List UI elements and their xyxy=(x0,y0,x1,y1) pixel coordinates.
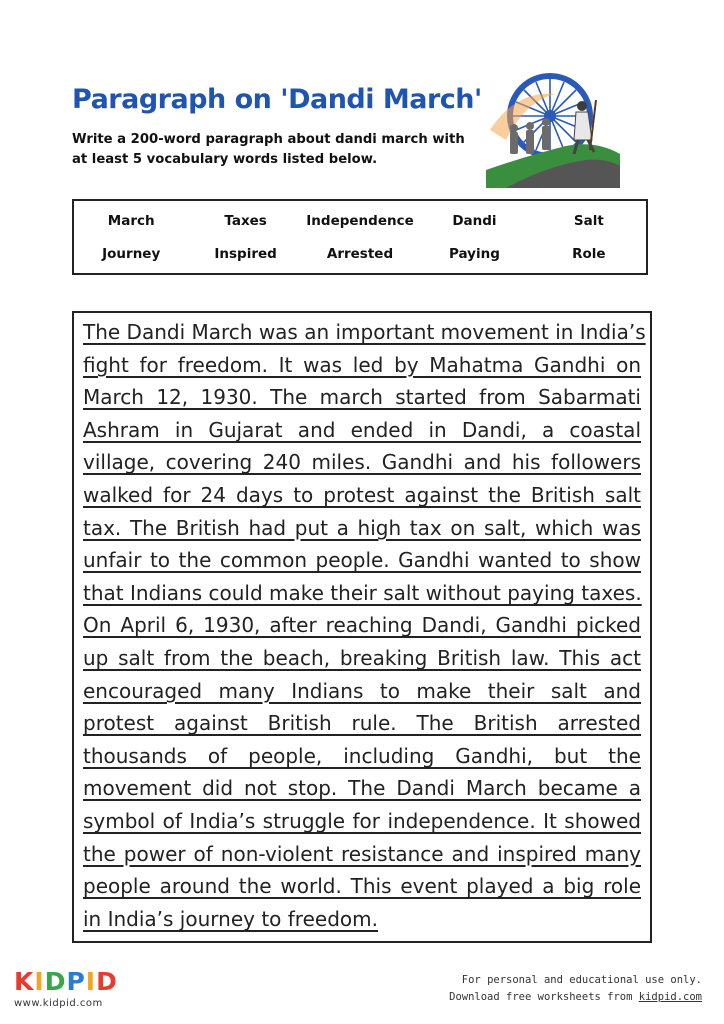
footer-note xyxy=(449,972,702,1006)
vocab-word: Journey xyxy=(102,246,161,262)
footer-link[interactable]: kidpid.com xyxy=(638,991,702,1003)
paragraph-line: encouraged many Indians to make their salt and xyxy=(83,678,641,703)
vocab-word: Inspired xyxy=(214,246,277,262)
vocabulary-row xyxy=(74,213,646,229)
paragraph-line: The Dandi March was an important movement in India’s xyxy=(83,320,646,344)
logo-letter: K xyxy=(14,967,35,996)
footer-line: For personal and educational use only. xyxy=(461,974,702,986)
paragraph-line: thousands of people, including Gandhi, but the xyxy=(83,743,641,768)
paragraph-line: protest against British rule. The British arrested xyxy=(83,711,641,736)
paragraph-line: movement did not stop. The Dandi March became a xyxy=(83,776,641,801)
paragraph-line: unfair to the common people. Gandhi wanted to show xyxy=(83,548,641,573)
logo-letter: I xyxy=(85,967,97,996)
paragraph-box xyxy=(72,311,652,943)
paragraph-line: tax. The British had put a high tax on salt, which was xyxy=(83,515,641,540)
paragraph-line: symbol of India’s struggle for independence. It showed xyxy=(83,809,641,833)
vocab-word: Paying xyxy=(448,246,500,262)
logo-url: www.kidpid.com xyxy=(14,998,103,1009)
vocabulary-row xyxy=(74,246,646,262)
instructions: Write a 200-word paragraph about dandi march with at least 5 vocabulary words listed below. xyxy=(72,132,465,167)
logo-letter: D xyxy=(44,967,67,996)
paragraph-line: people around the world. This event played a big role xyxy=(83,874,641,899)
vocab-word: Independence xyxy=(306,213,414,229)
footer-text: Download free worksheets from xyxy=(449,991,639,1003)
paragraph-line: the power of non-violent resistance and inspired many xyxy=(83,841,641,866)
logo-letter: I xyxy=(34,967,45,996)
vocab-word: March xyxy=(107,213,155,229)
vocab-word: Role xyxy=(572,246,606,262)
vocabulary-box xyxy=(72,199,648,275)
paragraph-line: village, covering 240 miles. Gandhi and his followers xyxy=(83,450,641,475)
paragraph-line: On April 6, 1930, after reaching Dandi, Gandhi picked xyxy=(83,613,641,638)
footer-line xyxy=(449,989,702,1006)
paragraph-line: up salt from the beach, breaking British law. This act xyxy=(83,646,641,670)
logo-letter: P xyxy=(66,967,86,996)
paragraph-line: walked for 24 days to protest against the British salt xyxy=(83,483,641,507)
vocab-word: Arrested xyxy=(326,246,394,262)
paragraph-line: Ashram in Gujarat and ended in Dandi, a coastal xyxy=(83,417,641,442)
logo-letter: D xyxy=(96,967,118,996)
gandhi-salt-march-icon xyxy=(486,70,620,188)
vocab-word: Dandi xyxy=(452,213,497,229)
kidpid-logo xyxy=(14,968,118,1009)
vocab-word: Taxes xyxy=(224,213,267,229)
logo-text xyxy=(14,968,118,996)
paragraph-line: that Indians could make their salt without paying taxes. xyxy=(83,580,642,605)
vocab-word: Salt xyxy=(573,213,604,229)
paragraph-line: fight for freedom. It was led by Mahatma Gandhi on xyxy=(83,352,641,377)
page-title: Paragraph on 'Dandi March' xyxy=(72,84,482,115)
paragraph-line: in India’s journey to freedom. xyxy=(83,906,378,931)
paragraph-line: March 12, 1930. The march started from Sabarmati xyxy=(83,385,641,410)
